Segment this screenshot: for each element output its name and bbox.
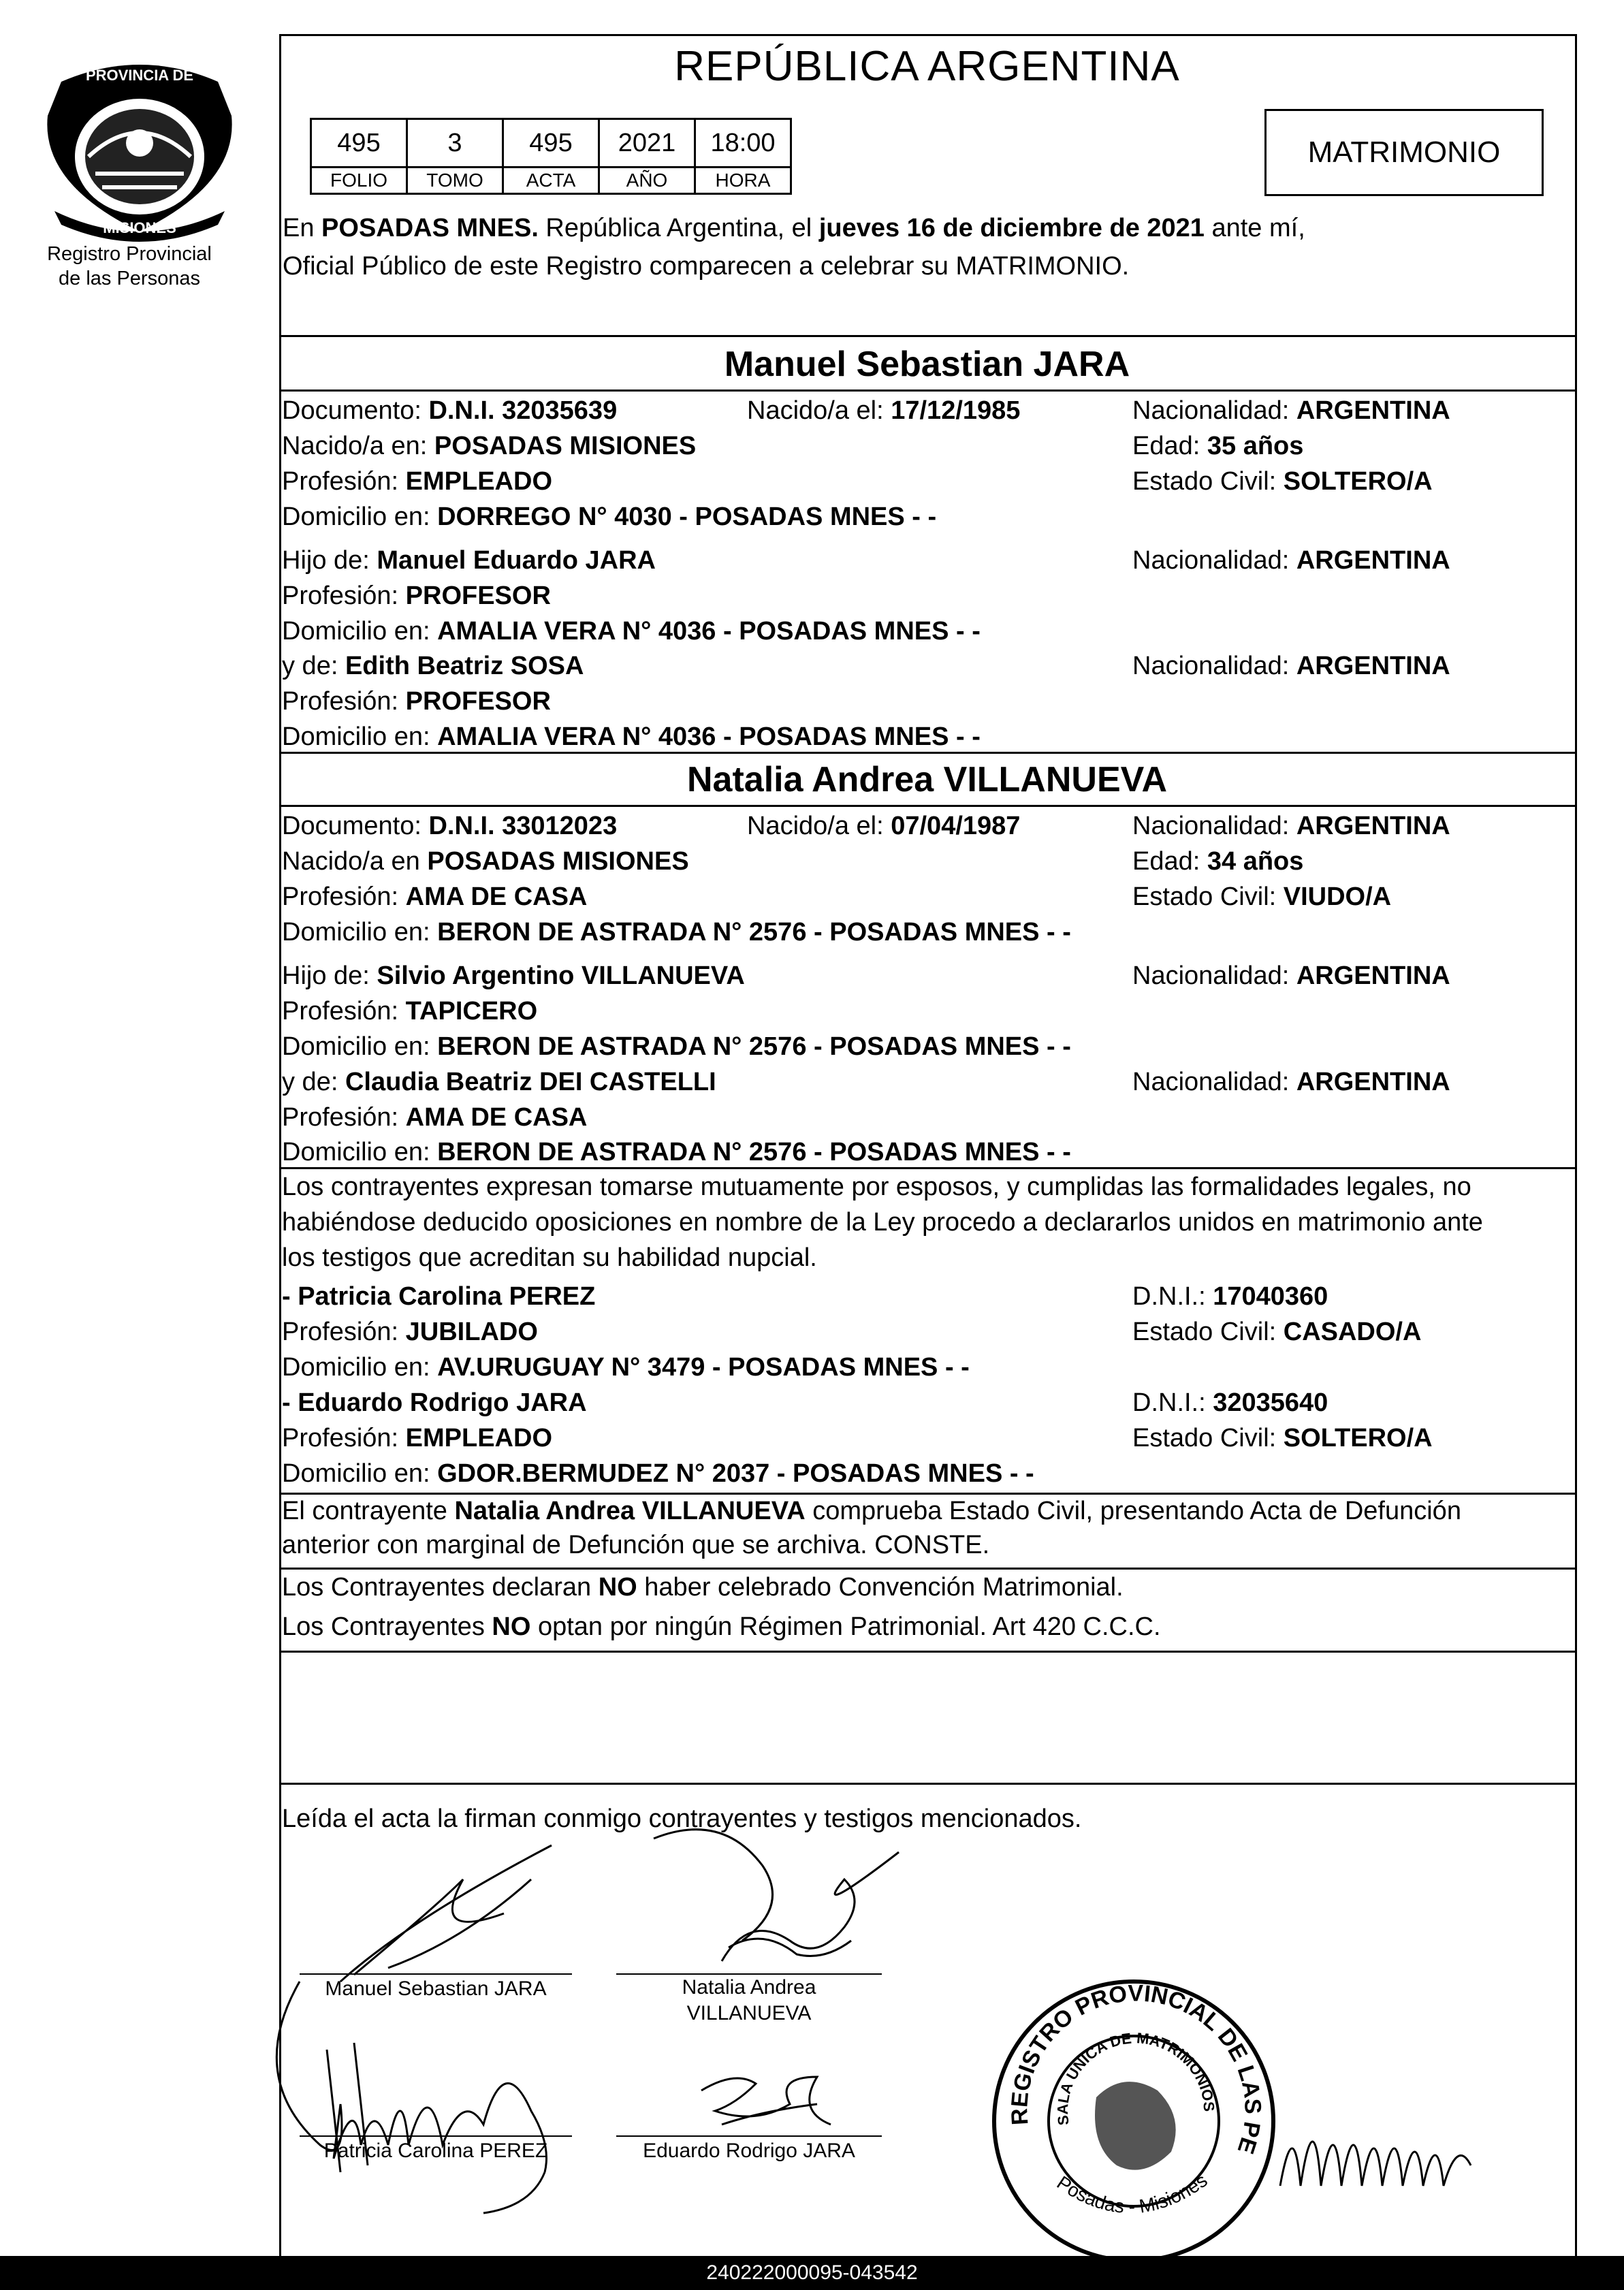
field-value: SOLTERO/A: [1283, 1424, 1433, 1452]
field-value: SOLTERO/A: [1283, 467, 1433, 496]
field-value: ARGENTINA: [1296, 396, 1450, 425]
spouse1-civil-status: [1132, 466, 1433, 497]
intro-date: jueves 16 de diciembre de 2021: [818, 214, 1205, 242]
field-label: Nacido/a el:: [747, 396, 891, 425]
page-title: REPÚBLICA ARGENTINA: [674, 43, 1180, 90]
field-value: CASADO/A: [1283, 1318, 1422, 1346]
field-value: D.N.I. 32035639: [428, 396, 618, 425]
spouse2-mother: [282, 1066, 716, 1098]
anio-label: AÑO: [599, 168, 695, 194]
logo-caption: [20, 242, 238, 291]
field-value: 34 años: [1207, 847, 1304, 876]
intro-place: POSADAS MNES.: [321, 214, 539, 242]
spouse2-age: [1132, 846, 1303, 877]
spouse2-father: [282, 960, 745, 991]
witness2-name: - Eduardo Rodrigo JARA: [282, 1388, 587, 1417]
field-label: Hijo de:: [282, 546, 377, 575]
field-value: EMPLEADO: [405, 1424, 553, 1452]
signature-label-line: Natalia Andrea: [682, 1976, 816, 1999]
signature-officer-icon: [1273, 2084, 1478, 2220]
field-value: BERON DE ASTRADA N° 2576 - POSADAS MNES - -: [437, 1032, 1071, 1061]
stamp-bottom-text: [1053, 2169, 1211, 2217]
footer-code: 240222000095-043542: [0, 2256, 1624, 2290]
anio-value: 2021: [599, 119, 695, 168]
record-type-box: MATRIMONIO: [1264, 109, 1544, 196]
spouse1-father-nationality: [1132, 545, 1450, 576]
field-label: Domicilio en:: [282, 1353, 438, 1382]
field-value: Silvio Argentino VILLANUEVA: [377, 961, 745, 990]
divider: [279, 389, 1575, 392]
field-value: TAPICERO: [405, 997, 538, 1025]
field-label: Nacionalidad:: [1132, 652, 1296, 680]
witness2-profession: [282, 1422, 552, 1454]
province-seal-icon: [27, 54, 252, 245]
signature-witness2-icon: [695, 2063, 844, 2145]
field-label: Edad:: [1132, 432, 1207, 460]
field-label: Domicilio en:: [282, 617, 438, 646]
acta-value: 495: [503, 119, 599, 168]
note-text: El contrayente: [282, 1497, 455, 1525]
note-line-1: [282, 1495, 1461, 1527]
field-label: Nacionalidad:: [1132, 1068, 1296, 1096]
spouse1-birthplace: [282, 430, 696, 462]
official-stamp-icon: [971, 1947, 1280, 2268]
note-line-2: anterior con marginal de Defunción que se archiva. CONSTE.: [282, 1531, 990, 1559]
stamp-inner-textpath: SALA UNICA DE MATRIMONIOS: [1053, 2029, 1218, 2127]
convention-emphasis: NO: [492, 1612, 531, 1641]
field-label: Domicilio en:: [282, 1459, 438, 1488]
spouse2-documento: [282, 810, 617, 842]
hora-label: HORA: [695, 168, 791, 194]
field-label: Profesión:: [282, 687, 406, 716]
field-value: ARGENTINA: [1296, 652, 1450, 680]
convention-text: haber celebrado Convención Matrimonial.: [637, 1573, 1124, 1602]
folio-label: FOLIO: [311, 168, 407, 194]
acta-label: ACTA: [503, 168, 599, 194]
divider: [279, 1783, 1575, 1785]
witness1-address: [282, 1352, 970, 1383]
spouse2-father-profession: [282, 996, 537, 1027]
field-value: Claudia Beatriz DEI CASTELLI: [345, 1068, 716, 1096]
spouse2-mother-profession: [282, 1102, 587, 1133]
field-label: Domicilio en:: [282, 503, 438, 531]
field-value: POSADAS MISIONES: [434, 432, 697, 460]
field-value: 17/12/1985: [891, 396, 1021, 425]
field-value: 07/04/1987: [891, 812, 1021, 840]
field-value: PROFESOR: [405, 687, 551, 716]
intro-text: En: [283, 214, 322, 242]
witness2-address: [282, 1458, 1034, 1489]
field-value: JUBILADO: [405, 1318, 538, 1346]
divider: [279, 752, 1575, 754]
field-value: AMALIA VERA N° 4036 - POSADAS MNES - -: [437, 617, 981, 646]
divider: [279, 1167, 1575, 1169]
spouse2-civil-status: [1132, 881, 1391, 912]
spouse2-name: Natalia Andrea VILLANUEVA: [686, 760, 1168, 799]
spouse1-mother: [282, 650, 584, 682]
hora-value: 18:00: [695, 119, 791, 168]
witness1-name: - Patricia Carolina PEREZ: [282, 1282, 596, 1311]
field-value: AMALIA VERA N° 4036 - POSADAS MNES - -: [437, 722, 981, 751]
divider: [279, 1568, 1575, 1570]
field-value: D.N.I. 33012023: [428, 812, 618, 840]
logo-caption-line2: de las Personas: [59, 268, 200, 289]
divider: [279, 805, 1575, 807]
witness2-dni: [1132, 1387, 1328, 1418]
signature-label-spouse1: Manuel Sebastian JARA: [325, 1977, 547, 2000]
field-label: Estado Civil:: [1132, 882, 1284, 911]
field-label: y de:: [282, 652, 345, 680]
spouse2-address: [282, 917, 1071, 948]
field-label: Domicilio en:: [282, 918, 438, 947]
spouse1-mother-nationality: [1132, 650, 1450, 682]
divider: [279, 1651, 1575, 1653]
signature-label-witness2: Eduardo Rodrigo JARA: [643, 2140, 855, 2162]
field-value: 32035640: [1213, 1388, 1328, 1417]
field-value: GDOR.BERMUDEZ N° 2037 - POSADAS MNES - -: [437, 1459, 1034, 1488]
field-label: Nacido/a el:: [747, 812, 891, 840]
spouse2-birthplace: [282, 846, 689, 877]
field-label: Nacionalidad:: [1132, 396, 1296, 425]
field-value: ARGENTINA: [1296, 1068, 1450, 1096]
field-label: Nacionalidad:: [1132, 961, 1296, 990]
intro-line-1: [283, 212, 1305, 244]
convention-text: Los Contrayentes: [282, 1612, 492, 1641]
spouse2-birthdate: [747, 810, 1020, 842]
field-label: Estado Civil:: [1132, 1318, 1284, 1346]
signature-spouse2-icon: [640, 1825, 926, 1988]
signature-witness1-icon: [259, 1968, 613, 2227]
witness1-profession: [282, 1316, 538, 1348]
spouse2-mother-address: [282, 1136, 1071, 1168]
intro-text: República Argentina, el: [538, 214, 819, 242]
field-label: Nacionalidad:: [1132, 546, 1296, 575]
field-label: D.N.I.:: [1132, 1388, 1213, 1417]
stamp-outer-textpath: REGISTRO PROVINCIAL DE LAS PERSONAS: [971, 1947, 1266, 2157]
convention-line-1: [282, 1572, 1124, 1603]
spouse1-father-address: [282, 616, 981, 647]
field-label: Profesión:: [282, 1103, 406, 1132]
field-value: POSADAS MISIONES: [427, 847, 689, 876]
convention-text: Los Contrayentes declaran: [282, 1573, 599, 1602]
spouse2-mother-nationality: [1132, 1066, 1450, 1098]
field-value: ARGENTINA: [1296, 546, 1450, 575]
note-text: comprueba Estado Civil, presentando Acta de Defunción: [805, 1497, 1461, 1525]
tomo-value: 3: [407, 119, 503, 168]
convention-emphasis: NO: [598, 1573, 637, 1602]
field-value: ARGENTINA: [1296, 961, 1450, 990]
spouse1-father-profession: [282, 580, 551, 611]
field-label: Profesión:: [282, 1424, 406, 1452]
spouse1-mother-profession: [282, 686, 551, 717]
witness1-civil-status: [1132, 1316, 1421, 1348]
field-label: y de:: [282, 1068, 345, 1096]
declaration-line-1: Los contrayentes expresan tomarse mutuamente por esposos, y cumplidas las formalidades legales, no: [282, 1173, 1471, 1201]
field-label: Profesión:: [282, 997, 406, 1025]
field-value: PROFESOR: [405, 582, 551, 610]
field-label: D.N.I.:: [1132, 1282, 1213, 1311]
field-label: Profesión:: [282, 467, 406, 496]
spouse2-nationality: [1132, 810, 1450, 842]
signature-label-line: VILLANUEVA: [686, 2002, 812, 2024]
spouse1-profession: [282, 466, 552, 497]
field-value: 17040360: [1213, 1282, 1328, 1311]
seal-text-bottom: MISIONES: [103, 219, 176, 236]
stamp-bottom-textpath: Posadas - Misiones: [1053, 2169, 1211, 2218]
spouse1-documento: [282, 395, 617, 426]
divider: [279, 335, 1575, 337]
spouse1-birthdate: [747, 395, 1020, 426]
record-table: [310, 118, 792, 195]
field-value: BERON DE ASTRADA N° 2576 - POSADAS MNES - -: [437, 1138, 1071, 1166]
witness1-dni: [1132, 1281, 1328, 1312]
field-value: AMA DE CASA: [405, 1103, 588, 1132]
field-label: Documento:: [282, 396, 429, 425]
convention-line-2: [282, 1611, 1161, 1642]
declaration-line-3: los testigos que acreditan su habilidad nupcial.: [282, 1243, 817, 1272]
spouse2-profession: [282, 881, 587, 912]
field-label: Nacido/a en:: [282, 432, 434, 460]
field-label: Domicilio en:: [282, 1138, 438, 1166]
field-label: Domicilio en:: [282, 722, 438, 751]
convention-text: optan por ningún Régimen Patrimonial. Art 420 C.C.C.: [530, 1612, 1161, 1641]
intro-text: ante mí,: [1204, 214, 1305, 242]
seal-text-top: PROVINCIA DE: [85, 67, 194, 84]
spouse2-father-address: [282, 1031, 1071, 1062]
field-value: AMA DE CASA: [405, 882, 588, 911]
field-value: 35 años: [1207, 432, 1304, 460]
field-value: Edith Beatriz SOSA: [345, 652, 584, 680]
field-label: Profesión:: [282, 882, 406, 911]
field-label: Domicilio en:: [282, 1032, 438, 1061]
field-label: Edad:: [1132, 847, 1207, 876]
field-label: Estado Civil:: [1132, 467, 1284, 496]
spouse2-father-nationality: [1132, 960, 1450, 991]
field-label: Documento:: [282, 812, 429, 840]
divider: [279, 1493, 1575, 1495]
spouse1-mother-address: [282, 721, 981, 752]
field-label: Nacionalidad:: [1132, 812, 1296, 840]
note-name: Natalia Andrea VILLANUEVA: [454, 1497, 806, 1525]
folio-value: 495: [311, 119, 407, 168]
signature-label-witness1: Patricia Carolina PEREZ: [323, 2140, 548, 2162]
field-value: AV.URUGUAY N° 3479 - POSADAS MNES - -: [437, 1353, 970, 1382]
spouse1-age: [1132, 430, 1303, 462]
field-value: EMPLEADO: [405, 467, 553, 496]
spouse1-name: Manuel Sebastian JARA: [724, 345, 1130, 384]
spouse1-address: [282, 501, 936, 532]
field-value: VIUDO/A: [1283, 882, 1392, 911]
witness2-civil-status: [1132, 1422, 1433, 1454]
declaration-line-2: habiéndose deducido oposiciones en nombre de la Ley procedo a declararlos unidos en matrimonio ante: [282, 1208, 1483, 1237]
field-value: DORREGO N° 4030 - POSADAS MNES - -: [437, 503, 937, 531]
field-label: Profesión:: [282, 1318, 406, 1346]
field-label: Estado Civil:: [1132, 1424, 1284, 1452]
spouse1-father: [282, 545, 656, 576]
intro-line-2: Oficial Público de este Registro comparecen a celebrar su MATRIMONIO.: [283, 252, 1130, 281]
spouse1-nationality: [1132, 395, 1450, 426]
tomo-label: TOMO: [407, 168, 503, 194]
field-value: ARGENTINA: [1296, 812, 1450, 840]
field-value: BERON DE ASTRADA N° 2576 - POSADAS MNES - -: [437, 918, 1071, 947]
field-label: Hijo de:: [282, 961, 377, 990]
field-value: Manuel Eduardo JARA: [377, 546, 656, 575]
closing-text: Leída el acta la firman conmigo contrayentes y testigos mencionados.: [282, 1804, 1082, 1833]
field-label: Profesión:: [282, 582, 406, 610]
logo-caption-line1: Registro Provincial: [47, 243, 212, 265]
field-label: Nacido/a en: [282, 847, 428, 876]
